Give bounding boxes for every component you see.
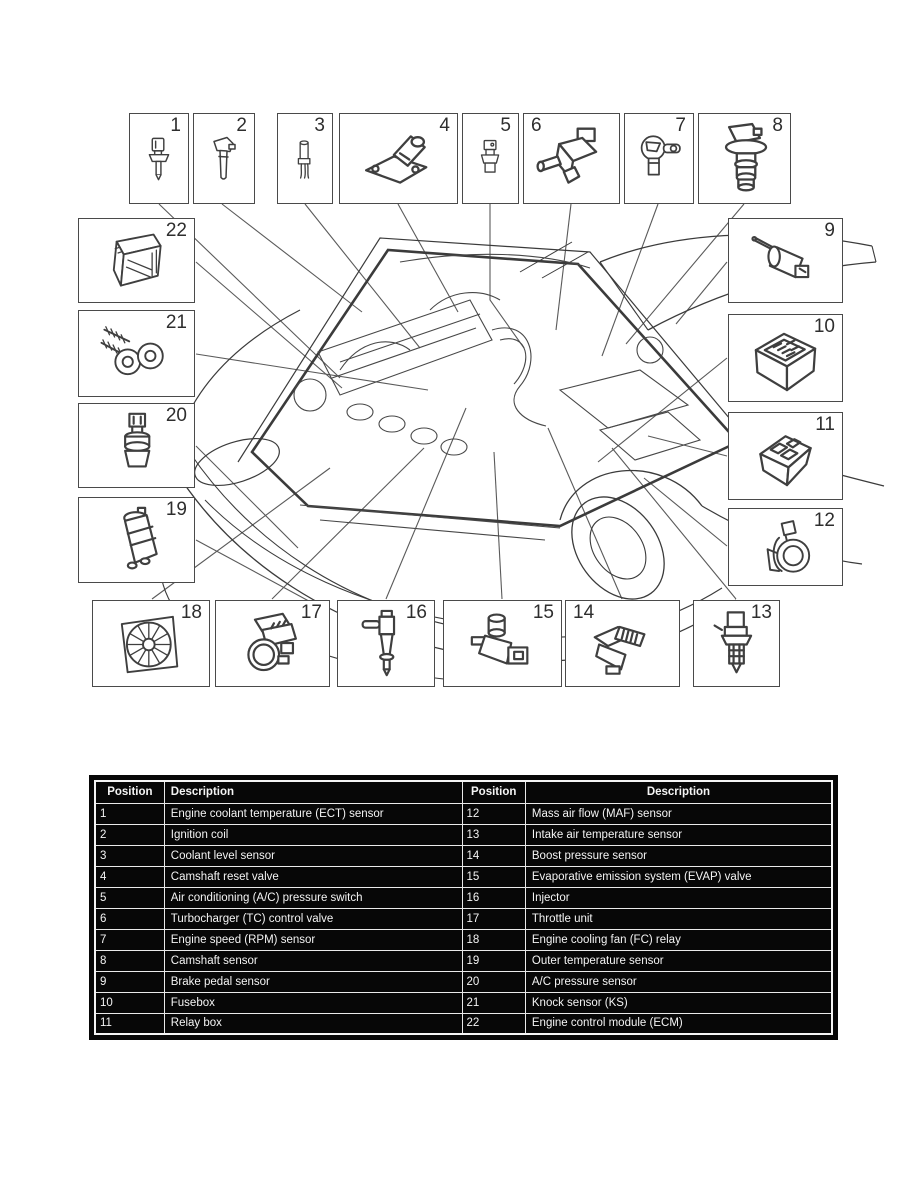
callout-number: 14 [573, 602, 595, 623]
header-description-2: Description [525, 781, 832, 803]
table-row [95, 803, 832, 824]
description-cell: Knock sensor (KS) [525, 992, 832, 1013]
position-cell: 6 [95, 908, 164, 929]
callout-box-3 [277, 113, 333, 204]
position-cell: 22 [462, 1013, 525, 1034]
position-cell: 11 [95, 1013, 164, 1034]
table-row [95, 971, 832, 992]
callout-number: 17 [300, 602, 322, 623]
parts-table-body [95, 803, 832, 1034]
description-cell: Coolant level sensor [164, 845, 462, 866]
callout-number: 19 [165, 499, 187, 520]
table-row [95, 929, 832, 950]
description-cell: Relay box [164, 1013, 462, 1034]
table-header-row [95, 781, 832, 803]
position-cell: 12 [462, 803, 525, 824]
callout-number: 18 [180, 602, 202, 623]
callout-box-10 [728, 314, 843, 402]
camshaft-reset-valve-icon [345, 121, 452, 198]
callout-box-12 [728, 508, 843, 586]
callout-box-11 [728, 412, 843, 500]
callout-box-18 [92, 600, 210, 687]
callout-number: 6 [531, 115, 542, 136]
header-position-1: Position [95, 781, 164, 803]
callout-number: 16 [405, 602, 427, 623]
position-cell: 1 [95, 803, 164, 824]
position-cell: 19 [462, 950, 525, 971]
callout-box-20 [78, 403, 195, 488]
description-cell: Engine coolant temperature (ECT) sensor [164, 803, 462, 824]
callout-number: 22 [165, 220, 187, 241]
table-row [95, 824, 832, 845]
callout-box-7 [624, 113, 694, 204]
header-description-1: Description [164, 781, 462, 803]
table-row [95, 866, 832, 887]
position-cell: 7 [95, 929, 164, 950]
callout-box-5 [462, 113, 519, 204]
callout-number: 13 [750, 602, 772, 623]
table-row [95, 908, 832, 929]
position-cell: 17 [462, 908, 525, 929]
table-row [95, 1013, 832, 1034]
brake-pedal-sensor-icon [734, 226, 837, 297]
callout-number: 11 [815, 414, 835, 435]
callout-number: 20 [165, 405, 187, 426]
position-cell: 5 [95, 887, 164, 908]
callout-number: 10 [813, 316, 835, 337]
position-cell: 4 [95, 866, 164, 887]
description-cell: Throttle unit [525, 908, 832, 929]
parts-table [89, 775, 838, 1040]
position-cell: 9 [95, 971, 164, 992]
table-row [95, 845, 832, 866]
callout-box-16 [337, 600, 435, 687]
description-cell: Evaporative emission system (EVAP) valve [525, 866, 832, 887]
callout-number: 1 [170, 115, 181, 136]
callout-number: 8 [772, 115, 783, 136]
callout-box-4 [339, 113, 458, 204]
callout-number: 7 [675, 115, 686, 136]
callout-box-22 [78, 218, 195, 303]
description-cell: Outer temperature sensor [525, 950, 832, 971]
description-cell: Camshaft sensor [164, 950, 462, 971]
header-position-2: Position [462, 781, 525, 803]
position-cell: 20 [462, 971, 525, 992]
description-cell: Mass air flow (MAF) sensor [525, 803, 832, 824]
description-cell: A/C pressure sensor [525, 971, 832, 992]
description-cell: Camshaft reset valve [164, 866, 462, 887]
tc-control-valve-icon [529, 121, 614, 198]
description-cell: Engine cooling fan (FC) relay [525, 929, 832, 950]
table-row [95, 992, 832, 1013]
description-cell: Intake air temperature sensor [525, 824, 832, 845]
position-cell: 16 [462, 887, 525, 908]
callout-box-19 [78, 497, 195, 583]
position-cell: 2 [95, 824, 164, 845]
description-cell: Ignition coil [164, 824, 462, 845]
table-row [95, 887, 832, 908]
description-cell: Fusebox [164, 992, 462, 1013]
description-cell: Engine control module (ECM) [525, 1013, 832, 1034]
position-cell: 14 [462, 845, 525, 866]
callout-box-1 [129, 113, 189, 204]
callout-box-15 [443, 600, 562, 687]
table-row [95, 950, 832, 971]
callout-number: 9 [824, 220, 835, 241]
description-cell: Air conditioning (A/C) pressure switch [164, 887, 462, 908]
callout-number: 21 [165, 312, 187, 333]
position-cell: 3 [95, 845, 164, 866]
callout-number: 4 [439, 115, 450, 136]
callout-box-14 [565, 600, 680, 687]
callout-number: 15 [532, 602, 554, 623]
position-cell: 8 [95, 950, 164, 971]
callout-number: 5 [500, 115, 511, 136]
position-cell: 15 [462, 866, 525, 887]
callout-box-17 [215, 600, 330, 687]
callout-number: 3 [314, 115, 325, 136]
position-cell: 21 [462, 992, 525, 1013]
callout-number: 12 [813, 510, 835, 531]
leader-lines [152, 204, 744, 606]
callout-box-21 [78, 310, 195, 397]
callout-box-9 [728, 218, 843, 303]
callout-box-13 [693, 600, 780, 687]
position-cell: 18 [462, 929, 525, 950]
description-cell: Brake pedal sensor [164, 971, 462, 992]
callout-box-2 [193, 113, 255, 204]
description-cell: Engine speed (RPM) sensor [164, 929, 462, 950]
description-cell: Injector [525, 887, 832, 908]
description-cell: Turbocharger (TC) control valve [164, 908, 462, 929]
description-cell: Boost pressure sensor [525, 845, 832, 866]
callout-box-8 [698, 113, 791, 204]
position-cell: 10 [95, 992, 164, 1013]
callout-box-6 [523, 113, 620, 204]
callout-number: 2 [236, 115, 247, 136]
position-cell: 13 [462, 824, 525, 845]
